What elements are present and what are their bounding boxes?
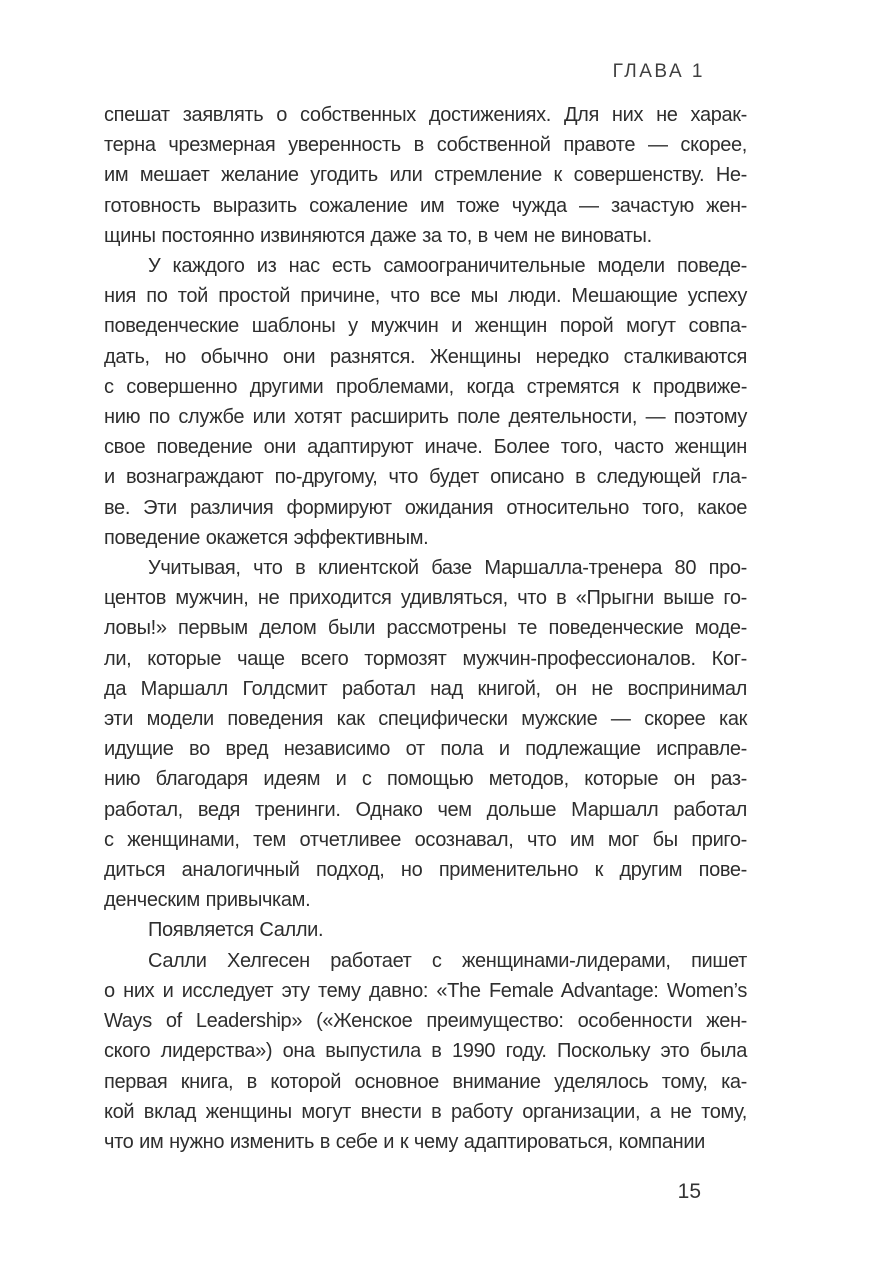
text-line: центов мужчин, не приходится удивляться, что в «Прыгни выше го- <box>104 587 747 610</box>
text-line: ния по той простой причине, что все мы люди. Мешающие успеху <box>104 285 747 308</box>
text-line: им мешает желание угодить или стремление к совершенству. Не- <box>104 164 747 187</box>
text-line: и вознаграждают по-другому, что будет описано в следующей гла- <box>104 466 747 489</box>
text-line: поведенческие шаблоны у мужчин и женщин порой могут совпа- <box>104 315 747 338</box>
text-line: что им нужно изменить в себе и к чему адаптироваться, компании <box>104 1130 705 1153</box>
text-line: щины постоянно извиняются даже за то, в чем не виноваты. <box>104 224 652 247</box>
text-line: кой вклад женщины могут внести в работу организации, а не тому, <box>104 1100 747 1123</box>
text-line: с совершенно другими проблемами, когда стремятся к продвиже- <box>104 375 747 398</box>
paragraph <box>104 251 747 553</box>
text-line: поведение окажется эффективным. <box>104 526 429 549</box>
text-line: Ways of Leadership» («Женское преимущество: особенности жен- <box>104 1010 747 1033</box>
text-line: ского лидерства») она выпустила в 1990 году. Поскольку это была <box>104 1040 747 1063</box>
text-line: свое поведение они адаптируют иначе. Более того, часто женщин <box>104 436 747 459</box>
text-block <box>104 100 747 1157</box>
text-line: с женщинами, тем отчетливее осознавал, что им мог бы приго- <box>104 828 747 851</box>
paragraph <box>104 100 747 251</box>
text-line: спешат заявлять о собственных достижениях. Для них не харак- <box>104 104 747 126</box>
text-line: денческим привычкам. <box>104 889 311 912</box>
text-line: терна чрезмерная уверенность в собственной правоте — скорее, <box>104 134 747 157</box>
text-line: Появляется Салли. <box>148 919 324 942</box>
chapter-header: ГЛАВА 1 <box>612 61 705 82</box>
text-line: работал, ведя тренинги. Однако чем дольше Маршалл работал <box>104 798 747 821</box>
text-line: диться аналогичный подход, но применительно к другим пове- <box>104 859 747 882</box>
text-line: идущие во вред независимо от пола и подлежащие исправле- <box>104 738 747 761</box>
text-line: дать, но обычно они разнятся. Женщины нередко сталкиваются <box>104 345 747 368</box>
paragraph <box>104 915 747 945</box>
text-line: ли, которые чаще всего тормозят мужчин-профессионалов. Ког- <box>104 647 747 670</box>
text-line: Салли Хелгесен работает с женщинами-лидерами, пишет <box>148 949 747 972</box>
text-line: ловы!» первым делом были рассмотрены те поведенческие моде- <box>104 617 747 640</box>
text-line: нию по службе или хотят расширить поле деятельности, — поэтому <box>104 406 747 429</box>
text-line: да Маршалл Голдсмит работал над книгой, он не воспринимал <box>104 677 747 700</box>
text-line: У каждого из нас есть самоограничительные модели поведе- <box>148 255 747 278</box>
text-line: ве. Эти различия формируют ожидания относительно того, какое <box>104 496 747 519</box>
text-line: готовность выразить сожаление им тоже чужда — зачастую жен- <box>104 194 747 217</box>
paragraph <box>104 553 747 915</box>
text-line: первая книга, в которой основное внимание уделялось тому, ка- <box>104 1070 747 1093</box>
text-line: эти модели поведения как специфически мужские — скорее как <box>104 708 747 731</box>
page-number: 15 <box>677 1180 701 1203</box>
text-line: нию благодаря идеям и с помощью методов, которые он раз- <box>104 768 747 791</box>
text-line: Учитывая, что в клиентской базе Маршалла-тренера 80 про- <box>148 557 747 580</box>
paragraph <box>104 946 747 1157</box>
text-line: о них и исследует эту тему давно: «The Female Advantage: Women’s <box>104 979 747 1002</box>
